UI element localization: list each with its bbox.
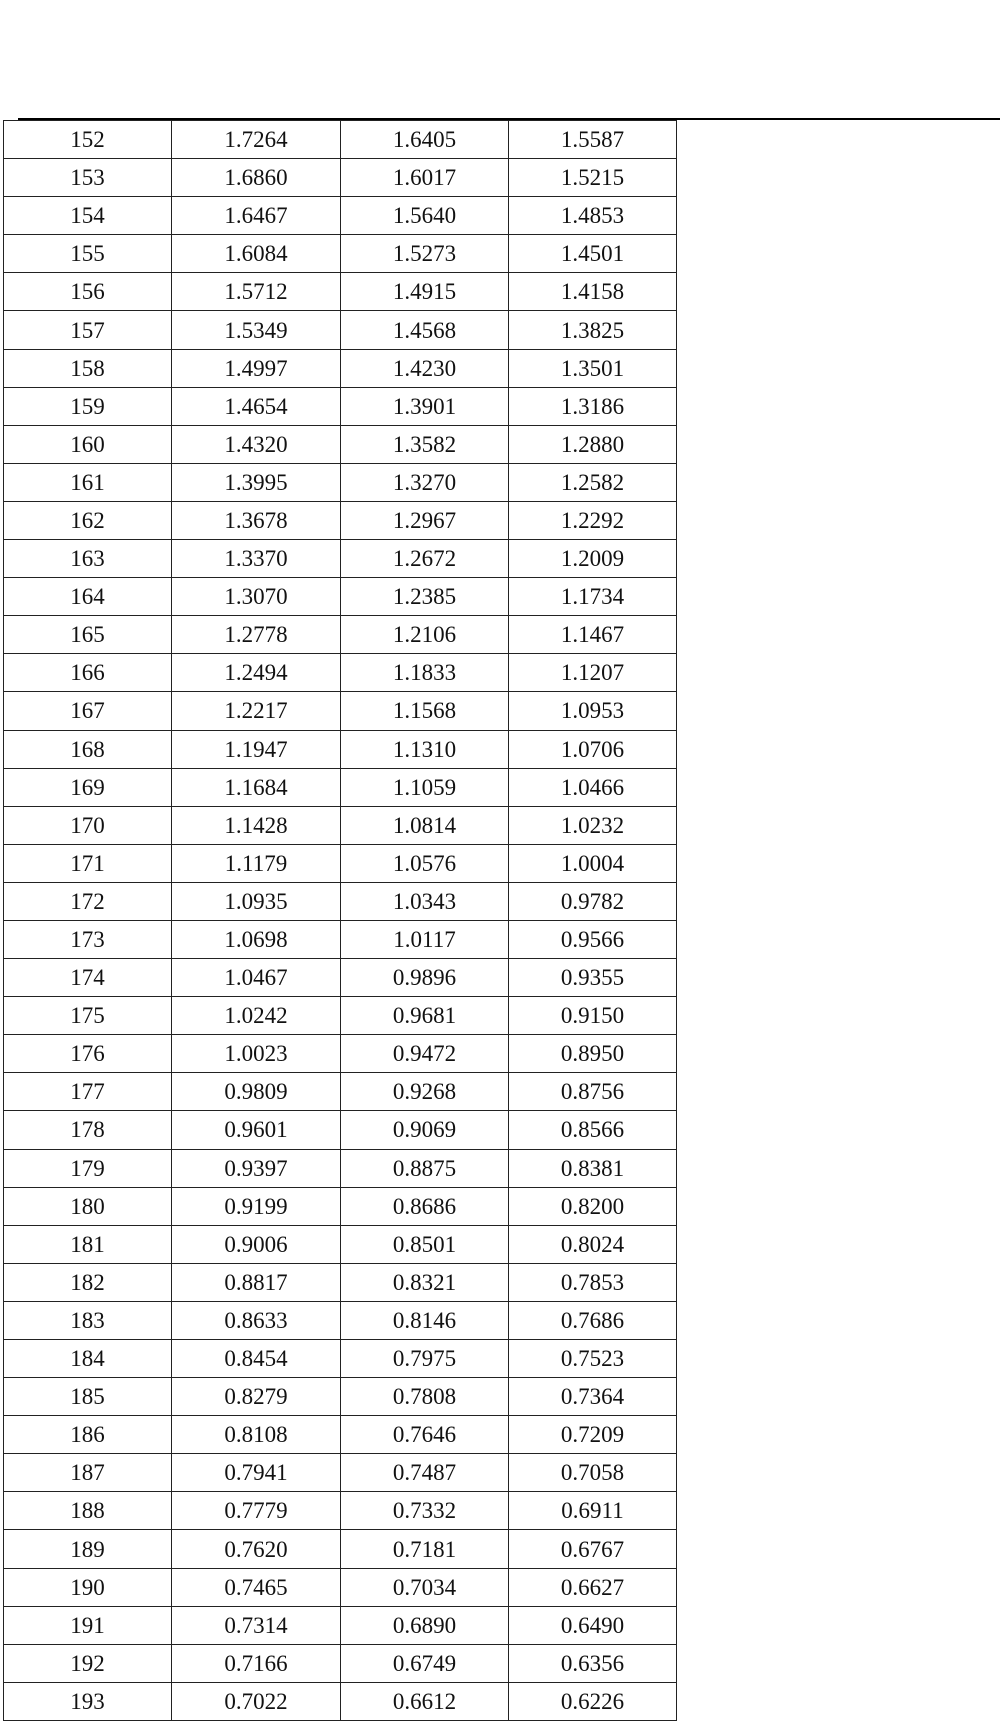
row-index-cell: 158 (4, 349, 172, 387)
value-cell: 1.2672 (341, 540, 509, 578)
value-cell: 1.4654 (172, 387, 341, 425)
value-cell: 0.8146 (341, 1301, 509, 1339)
value-cell: 1.3070 (172, 578, 341, 616)
row-index-cell: 171 (4, 844, 172, 882)
value-cell: 0.9199 (172, 1187, 341, 1225)
value-cell: 1.0698 (172, 920, 341, 958)
row-index-cell: 154 (4, 197, 172, 235)
row-index-cell: 181 (4, 1225, 172, 1263)
value-cell: 1.1734 (509, 578, 677, 616)
row-index-cell: 157 (4, 311, 172, 349)
value-cell: 0.7808 (341, 1378, 509, 1416)
value-cell: 0.8200 (509, 1187, 677, 1225)
row-index-cell: 177 (4, 1073, 172, 1111)
value-cell: 1.3370 (172, 540, 341, 578)
row-index-cell: 189 (4, 1530, 172, 1568)
table-row (4, 349, 677, 387)
value-cell: 0.6356 (509, 1644, 677, 1682)
value-cell: 1.0232 (509, 806, 677, 844)
value-cell: 1.3501 (509, 349, 677, 387)
value-cell: 0.8566 (509, 1111, 677, 1149)
table-row (4, 1644, 677, 1682)
value-cell: 1.1684 (172, 768, 341, 806)
value-cell: 1.0023 (172, 1035, 341, 1073)
value-cell: 1.1207 (509, 654, 677, 692)
value-cell: 1.1833 (341, 654, 509, 692)
value-cell: 0.8279 (172, 1378, 341, 1416)
data-table (3, 120, 677, 1721)
row-index-cell: 178 (4, 1111, 172, 1149)
value-cell: 0.6911 (509, 1492, 677, 1530)
value-cell: 0.9268 (341, 1073, 509, 1111)
row-index-cell: 175 (4, 997, 172, 1035)
value-cell: 1.4320 (172, 425, 341, 463)
value-cell: 1.6017 (341, 159, 509, 197)
value-cell: 1.4997 (172, 349, 341, 387)
value-cell: 1.1310 (341, 730, 509, 768)
table-row (4, 692, 677, 730)
value-cell: 0.7523 (509, 1340, 677, 1378)
value-cell: 0.8686 (341, 1187, 509, 1225)
row-index-cell: 185 (4, 1378, 172, 1416)
value-cell: 0.7209 (509, 1416, 677, 1454)
value-cell: 0.7620 (172, 1530, 341, 1568)
value-cell: 1.2292 (509, 501, 677, 539)
value-cell: 0.6627 (509, 1568, 677, 1606)
value-cell: 1.0466 (509, 768, 677, 806)
value-cell: 0.9566 (509, 920, 677, 958)
row-index-cell: 182 (4, 1263, 172, 1301)
value-cell: 1.3995 (172, 463, 341, 501)
table-row (4, 121, 677, 159)
value-cell: 1.5273 (341, 235, 509, 273)
table-row (4, 501, 677, 539)
table-row (4, 540, 677, 578)
value-cell: 0.8454 (172, 1340, 341, 1378)
value-cell: 0.9681 (341, 997, 509, 1035)
table-row (4, 768, 677, 806)
value-cell: 0.7853 (509, 1263, 677, 1301)
table-row (4, 1073, 677, 1111)
value-cell: 1.4501 (509, 235, 677, 273)
value-cell: 1.4853 (509, 197, 677, 235)
value-cell: 1.1059 (341, 768, 509, 806)
value-cell: 1.1467 (509, 616, 677, 654)
value-cell: 0.9069 (341, 1111, 509, 1149)
value-cell: 1.5349 (172, 311, 341, 349)
row-index-cell: 190 (4, 1568, 172, 1606)
table-row (4, 1149, 677, 1187)
value-cell: 1.0814 (341, 806, 509, 844)
value-cell: 0.8950 (509, 1035, 677, 1073)
value-cell: 1.6084 (172, 235, 341, 273)
value-cell: 1.4915 (341, 273, 509, 311)
row-index-cell: 186 (4, 1416, 172, 1454)
value-cell: 1.4568 (341, 311, 509, 349)
value-cell: 0.7058 (509, 1454, 677, 1492)
value-cell: 0.8756 (509, 1073, 677, 1111)
table-row (4, 1263, 677, 1301)
value-cell: 1.3678 (172, 501, 341, 539)
value-cell: 1.0706 (509, 730, 677, 768)
row-index-cell: 193 (4, 1682, 172, 1720)
value-cell: 1.6467 (172, 197, 341, 235)
value-cell: 1.4158 (509, 273, 677, 311)
value-cell: 0.8024 (509, 1225, 677, 1263)
value-cell: 1.3270 (341, 463, 509, 501)
table-row (4, 1492, 677, 1530)
value-cell: 0.8817 (172, 1263, 341, 1301)
row-index-cell: 162 (4, 501, 172, 539)
value-cell: 1.2582 (509, 463, 677, 501)
value-cell: 1.5640 (341, 197, 509, 235)
table-row (4, 197, 677, 235)
value-cell: 0.6767 (509, 1530, 677, 1568)
value-cell: 0.9397 (172, 1149, 341, 1187)
table-row (4, 387, 677, 425)
table-row (4, 425, 677, 463)
value-cell: 0.7332 (341, 1492, 509, 1530)
value-cell: 1.0467 (172, 959, 341, 997)
table-row (4, 616, 677, 654)
table-row (4, 1682, 677, 1720)
row-index-cell: 183 (4, 1301, 172, 1339)
value-cell: 0.8633 (172, 1301, 341, 1339)
table-row (4, 1111, 677, 1149)
value-cell: 1.1179 (172, 844, 341, 882)
value-cell: 0.9006 (172, 1225, 341, 1263)
table-row (4, 730, 677, 768)
value-cell: 0.9896 (341, 959, 509, 997)
row-index-cell: 166 (4, 654, 172, 692)
row-index-cell: 156 (4, 273, 172, 311)
value-cell: 1.3825 (509, 311, 677, 349)
value-cell: 1.2217 (172, 692, 341, 730)
row-index-cell: 159 (4, 387, 172, 425)
value-cell: 1.6405 (341, 121, 509, 159)
row-index-cell: 163 (4, 540, 172, 578)
value-cell: 0.7487 (341, 1454, 509, 1492)
table-row (4, 882, 677, 920)
value-cell: 0.7941 (172, 1454, 341, 1492)
table-row (4, 1568, 677, 1606)
value-cell: 0.9601 (172, 1111, 341, 1149)
value-cell: 1.2385 (341, 578, 509, 616)
row-index-cell: 170 (4, 806, 172, 844)
value-cell: 1.1568 (341, 692, 509, 730)
table-body (4, 121, 677, 1721)
table-row (4, 654, 677, 692)
table-row (4, 235, 677, 273)
value-cell: 0.7465 (172, 1568, 341, 1606)
row-index-cell: 174 (4, 959, 172, 997)
row-index-cell: 176 (4, 1035, 172, 1073)
value-cell: 0.6612 (341, 1682, 509, 1720)
table-row (4, 844, 677, 882)
value-cell: 1.6860 (172, 159, 341, 197)
value-cell: 0.7181 (341, 1530, 509, 1568)
value-cell: 1.0953 (509, 692, 677, 730)
value-cell: 0.8321 (341, 1263, 509, 1301)
value-cell: 1.0117 (341, 920, 509, 958)
table-row (4, 806, 677, 844)
value-cell: 0.7166 (172, 1644, 341, 1682)
row-index-cell: 180 (4, 1187, 172, 1225)
value-cell: 1.0935 (172, 882, 341, 920)
table-row (4, 1301, 677, 1339)
row-index-cell: 187 (4, 1454, 172, 1492)
value-cell: 0.9355 (509, 959, 677, 997)
value-cell: 0.6490 (509, 1606, 677, 1644)
row-index-cell: 155 (4, 235, 172, 273)
value-cell: 0.8875 (341, 1149, 509, 1187)
row-index-cell: 161 (4, 463, 172, 501)
value-cell: 1.1428 (172, 806, 341, 844)
value-cell: 1.0343 (341, 882, 509, 920)
row-index-cell: 192 (4, 1644, 172, 1682)
value-cell: 0.7686 (509, 1301, 677, 1339)
table-row (4, 1340, 677, 1378)
table-row (4, 1035, 677, 1073)
value-cell: 0.9472 (341, 1035, 509, 1073)
row-index-cell: 191 (4, 1606, 172, 1644)
value-cell: 0.6749 (341, 1644, 509, 1682)
table-row (4, 1606, 677, 1644)
row-index-cell: 168 (4, 730, 172, 768)
row-index-cell: 165 (4, 616, 172, 654)
table-row (4, 997, 677, 1035)
table-row (4, 1187, 677, 1225)
value-cell: 0.8108 (172, 1416, 341, 1454)
value-cell: 1.2494 (172, 654, 341, 692)
row-index-cell: 184 (4, 1340, 172, 1378)
value-cell: 1.0576 (341, 844, 509, 882)
row-index-cell: 188 (4, 1492, 172, 1530)
table-row (4, 1530, 677, 1568)
table-row (4, 273, 677, 311)
row-index-cell: 167 (4, 692, 172, 730)
value-cell: 1.3582 (341, 425, 509, 463)
row-index-cell: 160 (4, 425, 172, 463)
value-cell: 1.0242 (172, 997, 341, 1035)
value-cell: 1.2880 (509, 425, 677, 463)
row-index-cell: 173 (4, 920, 172, 958)
table-row (4, 463, 677, 501)
value-cell: 0.6890 (341, 1606, 509, 1644)
value-cell: 0.8501 (341, 1225, 509, 1263)
value-cell: 1.4230 (341, 349, 509, 387)
table-row (4, 311, 677, 349)
value-cell: 0.7779 (172, 1492, 341, 1530)
table-row (4, 578, 677, 616)
row-index-cell: 172 (4, 882, 172, 920)
value-cell: 0.9150 (509, 997, 677, 1035)
row-index-cell: 169 (4, 768, 172, 806)
row-index-cell: 179 (4, 1149, 172, 1187)
value-cell: 1.2778 (172, 616, 341, 654)
table-row (4, 1454, 677, 1492)
value-cell: 0.9782 (509, 882, 677, 920)
value-cell: 0.7314 (172, 1606, 341, 1644)
value-cell: 1.5587 (509, 121, 677, 159)
value-cell: 1.7264 (172, 121, 341, 159)
value-cell: 0.7646 (341, 1416, 509, 1454)
table-row (4, 920, 677, 958)
value-cell: 0.8381 (509, 1149, 677, 1187)
value-cell: 1.3186 (509, 387, 677, 425)
value-cell: 1.3901 (341, 387, 509, 425)
value-cell: 0.7034 (341, 1568, 509, 1606)
value-cell: 1.2009 (509, 540, 677, 578)
table-row (4, 959, 677, 997)
row-index-cell: 153 (4, 159, 172, 197)
table-row (4, 1416, 677, 1454)
row-index-cell: 152 (4, 121, 172, 159)
value-cell: 1.0004 (509, 844, 677, 882)
value-cell: 0.7975 (341, 1340, 509, 1378)
table-row (4, 159, 677, 197)
value-cell: 1.2967 (341, 501, 509, 539)
value-cell: 1.5712 (172, 273, 341, 311)
value-cell: 1.5215 (509, 159, 677, 197)
value-cell: 0.9809 (172, 1073, 341, 1111)
value-cell: 0.7022 (172, 1682, 341, 1720)
value-cell: 0.7364 (509, 1378, 677, 1416)
row-index-cell: 164 (4, 578, 172, 616)
value-cell: 1.1947 (172, 730, 341, 768)
table-row (4, 1225, 677, 1263)
table-row (4, 1378, 677, 1416)
value-cell: 1.2106 (341, 616, 509, 654)
value-cell: 0.6226 (509, 1682, 677, 1720)
